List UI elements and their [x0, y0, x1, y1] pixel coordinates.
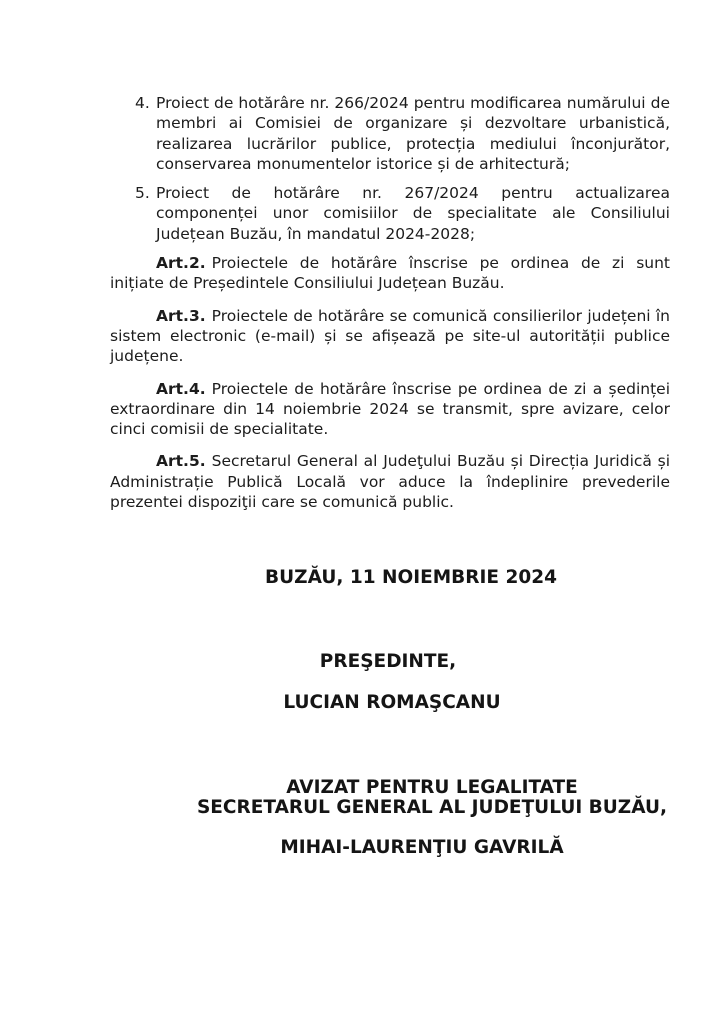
agenda-item-5 — [110, 183, 670, 244]
article-label: Art.3. — [156, 306, 206, 325]
agenda-item-4 — [110, 93, 670, 174]
document-body — [110, 0, 670, 524]
article-paragraph-art3 — [110, 306, 670, 367]
legality-approval-heading: AVIZAT PENTRU LEGALITATE — [286, 777, 578, 798]
secretary-general-heading: SECRETARUL GENERAL AL JUDEŢULUI BUZĂU, — [196, 797, 668, 818]
article-text: Secretarul General al Judeţului Buzău și Direcția Juridică și Administrație Publică Locală vor aduce la îndeplinire prevederile prezentei dispoziţii care se comunică public. — [110, 452, 670, 512]
article-text: Proiectele de hotărâre înscrise pe ordinea de zi a ședinței extraordinare din 14 noiembrie 2024 se transmit, spre avizare, celor cinci comisii de specialitate. — [110, 379, 670, 439]
agenda-item-text: Proiect de hotărâre nr. 267/2024 pentru actualizarea componenței unor comisiilor de specialitate ale Consiliului Județean Buzău, în mandatul 2024-2028; — [156, 184, 670, 243]
agenda-item-text: Proiect de hotărâre nr. 266/2024 pentru modificarea numărului de membri ai Comisiei de organizare și dezvoltare urbanistică, realizarea lucrărilor publice, protecția mediului înconjurător, conservarea monumentelor istorice și de arhitectură; — [156, 94, 670, 173]
date-location-heading: BUZĂU, 11 NOIEMBRIE 2024 — [265, 567, 557, 588]
article-text: Proiectele de hotărâre se comunică consilierilor județeni în sistem electronic (e-mail) și se afișează pe site-ul autorității publice județene. — [110, 306, 670, 366]
article-label: Art.4. — [156, 379, 206, 398]
article-label: Art.2. — [156, 254, 206, 273]
article-paragraph-art2 — [110, 253, 670, 294]
article-paragraph-art5 — [110, 451, 670, 512]
secretary-name-heading: MIHAI-LAURENŢIU GAVRILĂ — [280, 837, 564, 858]
article-paragraph-art4 — [110, 379, 670, 440]
president-title-heading: PREŞEDINTE, — [319, 651, 457, 672]
agenda-item-number: 4. — [135, 94, 150, 112]
president-name-heading: LUCIAN ROMAŞCANU — [283, 692, 501, 713]
article-text: Proiectele de hotărâre înscrise pe ordinea de zi sunt inițiate de Președintele Consiliului Județean Buzău. — [110, 254, 670, 293]
article-label: Art.5. — [156, 452, 206, 471]
agenda-item-number: 5. — [135, 184, 150, 203]
